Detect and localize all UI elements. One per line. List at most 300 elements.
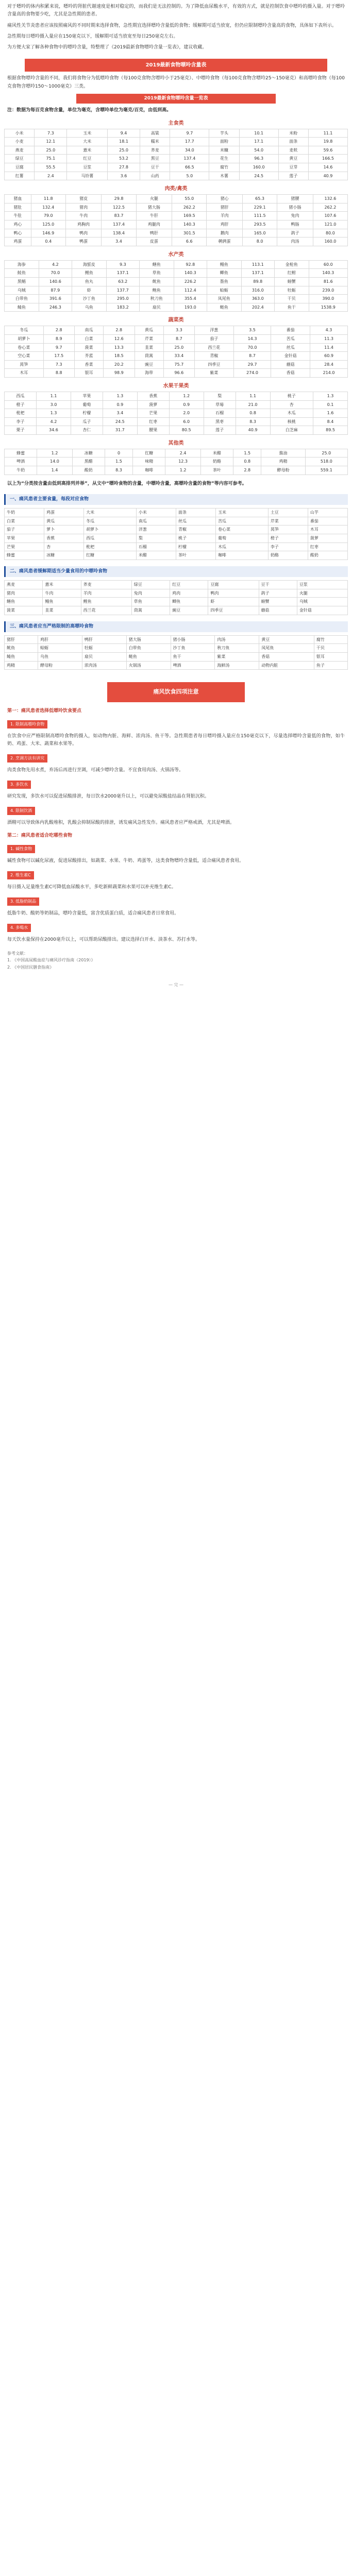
food-item-cell: 鱿鱼 (5, 644, 38, 653)
food-name-cell: 鸡精 (261, 457, 305, 466)
food-name-cell: 鲍鱼 (139, 286, 174, 295)
food-item-cell: 豆腐 (208, 581, 259, 589)
food-item-cell: 乌鱼 (38, 652, 82, 661)
table-row (5, 303, 348, 312)
food-name-cell: 酱油 (261, 449, 305, 457)
purine-value-cell: 7.3 (43, 360, 74, 369)
food-name-cell: 韭菜 (135, 343, 163, 352)
purine-value-cell: 166.5 (308, 155, 347, 163)
food-item-cell: 鳝鱼 (5, 598, 43, 606)
purine-value-cell: 66.5 (170, 163, 209, 172)
food-name-cell: 鲭鱼 (5, 303, 39, 312)
food-name-cell: 凤尾鱼 (207, 295, 241, 303)
purine-value-cell: 1.1 (236, 392, 270, 400)
food-name-cell: 鸡蛋 (5, 238, 31, 246)
food-item-cell: 鲫鱼 (170, 598, 208, 606)
tip-tag: 1. 碱性食物 (7, 845, 35, 853)
food-name-cell: 沙丁鱼 (72, 295, 106, 303)
food-name-cell: 杏仁 (71, 426, 103, 435)
food-name-cell: 枇杷 (5, 409, 37, 418)
purine-value-cell: 19.8 (308, 138, 347, 146)
purine-value-cell: 98.9 (104, 369, 135, 378)
purine-value-cell: 107.6 (313, 212, 347, 221)
purine-value-cell: 59.6 (308, 146, 347, 155)
food-item-cell: 鸡肉 (170, 589, 208, 598)
food-item-cell: 火锅汤 (126, 661, 171, 670)
purine-value-cell: 92.8 (174, 260, 207, 269)
food-item-cell: 香菇 (259, 652, 314, 661)
intro-paragraph: 痛风性关节炎患者应该按照痛风的不同时期来选择食物，急性期宜选择嘌呤含量低的食物；缓解期可适当放宽，但仍应限制嘌呤含量高的食物，具体如下表所示。 (7, 23, 337, 28)
purine-value-cell: 9.3 (106, 260, 139, 269)
table-row (5, 409, 348, 418)
food-name-cell: 茼蒿 (135, 352, 163, 361)
purine-value-cell: 11.1 (308, 129, 347, 138)
food-item-cell: 咖啡 (216, 551, 269, 560)
food-name-cell: 红豆 (67, 155, 108, 163)
purine-value-cell: 31.7 (103, 426, 137, 435)
food-name-cell: 芒果 (137, 409, 169, 418)
purine-value-cell: 14.3 (233, 334, 271, 343)
purine-value-cell: 132.4 (31, 203, 65, 212)
food-name-cell: 牛肝 (136, 212, 172, 221)
purine-value-cell: 89.8 (241, 277, 274, 286)
food-name-cell: 蜂蜜 (5, 449, 37, 457)
purine-value-cell: 11.4 (310, 343, 348, 352)
food-item-cell: 葡萄 (216, 534, 269, 543)
purine-value-cell: 21.0 (236, 400, 270, 409)
purine-value-cell: 28.4 (310, 360, 348, 369)
purine-value-cell: 390.0 (309, 295, 347, 303)
food-item-cell: 冬瓜 (84, 517, 137, 526)
food-name-cell: 猪大肠 (136, 203, 172, 212)
food-item-cell: 豆干 (259, 581, 297, 589)
food-item-cell: 木耳 (308, 526, 347, 534)
food-name-cell: 黑枣 (204, 417, 236, 426)
footer-line: 参考文献： (7, 951, 28, 956)
food-name-cell: 火腿 (136, 195, 172, 204)
table-row (5, 343, 348, 352)
article (0, 3, 352, 988)
purine-value-cell: 2.4 (35, 172, 67, 180)
purine-value-cell: 75.7 (163, 360, 194, 369)
tip-text: 肉类食物先用水煮，弃汤后再进行烹调，可减少嘌呤含量。不宜食用肉汤、火锅汤等。 (7, 767, 184, 773)
purine-value-cell: 165.0 (243, 229, 277, 238)
purine-value-cell: 18.1 (108, 138, 140, 146)
food-item-cell: 桃子 (176, 534, 215, 543)
purine-value-cell: 140.6 (39, 277, 72, 286)
food-name-cell: 牛肚 (5, 212, 31, 221)
end-mark: — 完 — (168, 982, 184, 987)
food-item-cell: 胡萝卜 (84, 526, 137, 534)
tip-tag: 3. 低脂奶制品 (7, 897, 39, 906)
purine-value-cell: 140.3 (172, 221, 207, 229)
fruit-table (4, 392, 348, 435)
food-name-cell: 栗子 (5, 426, 37, 435)
food-name-cell: 青椒 (195, 352, 234, 361)
food-name-cell: 扇贝 (139, 303, 174, 312)
food-item-cell: 鸡肝 (38, 635, 82, 644)
table-row (5, 195, 348, 204)
purine-value-cell: 9.4 (108, 129, 140, 138)
food-name-cell: 鸽子 (277, 229, 313, 238)
food-item-cell: 洋葱 (136, 526, 176, 534)
food-item-cell: 鲭鱼 (5, 652, 38, 661)
purine-value-cell: 8.0 (243, 238, 277, 246)
food-name-cell: 面条 (278, 138, 308, 146)
purine-value-cell: 14.6 (308, 163, 347, 172)
food-item-cell: 黄瓜 (44, 517, 84, 526)
purine-value-cell: 11.3 (310, 334, 348, 343)
food-item-cell: 芒果 (5, 543, 44, 551)
table-row (5, 221, 348, 229)
food-item-cell: 鲤鱼 (81, 598, 131, 606)
purine-value-cell: 63.2 (106, 277, 139, 286)
purine-value-cell: 202.4 (241, 303, 274, 312)
food-item-cell: 动物内脏 (259, 661, 314, 670)
food-name-cell: 冰糖 (72, 449, 105, 457)
food-item-cell: 虾 (208, 598, 259, 606)
tip-text: 每日摄入足量维生素C可降低血尿酸水平，多吃新鲜蔬菜和水果可以补充维生素C。 (7, 884, 176, 890)
food-name-cell: 核桃 (270, 417, 313, 426)
table-row (5, 269, 348, 278)
purine-value-cell: 518.0 (305, 457, 347, 466)
food-name-cell: 鳗鱼 (207, 260, 241, 269)
food-item-cell: 鱼子 (314, 661, 347, 670)
purine-value-cell: 183.2 (106, 303, 139, 312)
food-name-cell: 莴笋 (5, 360, 44, 369)
purine-value-cell: 70.0 (39, 269, 72, 278)
purine-value-cell: 8.4 (313, 417, 348, 426)
food-name-cell: 酸奶 (72, 466, 105, 475)
table-note: 注：数据为每百克食物含量，单位为毫克，含嘌呤单位为毫克/百克，由低到高。 (7, 108, 172, 113)
table-banner: 2019最新食物嘌呤含量一览表 (76, 94, 276, 104)
purine-value-cell: 193.0 (174, 303, 207, 312)
food-name-cell: 鲑鱼 (5, 269, 39, 278)
intro-paragraph: 为方便大家了解各种食物中的嘌呤含量，特整理了《2019最新食物嘌呤含量一览表》，建议收藏。 (7, 45, 207, 50)
purine-value-cell: 274.0 (233, 369, 271, 378)
food-item-cell: 猪小肠 (171, 635, 215, 644)
food-name-cell: 黑豆 (140, 155, 170, 163)
purine-value-cell: 295.0 (106, 295, 139, 303)
food-name-cell: 米粉 (278, 129, 308, 138)
table-row (5, 155, 348, 163)
food-name-cell: 面粉 (209, 138, 239, 146)
purine-value-cell: 8.7 (233, 352, 271, 361)
food-name-cell: 西瓜 (5, 392, 37, 400)
food-item-cell: 啤酒 (171, 661, 215, 670)
food-item-cell: 橙子 (268, 534, 308, 543)
list-row (5, 652, 348, 661)
purine-value-cell: 25.0 (35, 146, 67, 155)
food-item-cell: 牛奶 (5, 509, 44, 517)
food-name-cell: 鸡胸肉 (65, 221, 102, 229)
tip-tag: 2. 维生素C (7, 871, 34, 879)
food-name-cell: 秋刀鱼 (139, 295, 174, 303)
table-row (5, 203, 348, 212)
food-name-cell: 柠檬 (71, 409, 103, 418)
purine-value-cell: 1.5 (233, 449, 261, 457)
food-name-cell: 奶酪 (200, 457, 233, 466)
food-name-cell: 卷心菜 (5, 343, 44, 352)
food-name-cell: 牡蛎 (274, 286, 309, 295)
food-name-cell: 虾 (72, 286, 106, 295)
tip-tag: 3. 多饮水 (7, 781, 31, 789)
food-name-cell: 红枣 (137, 417, 169, 426)
food-name-cell: 味精 (133, 457, 165, 466)
food-name-cell: 洋葱 (195, 326, 234, 335)
table-row (5, 334, 348, 343)
purine-value-cell: 4.2 (37, 417, 71, 426)
purine-value-cell: 89.5 (313, 426, 348, 435)
food-name-cell: 梨 (204, 392, 236, 400)
list-row (5, 606, 348, 615)
table-row (5, 426, 348, 435)
food-item-cell: 面条 (176, 509, 215, 517)
purine-value-cell: 0.8 (236, 409, 270, 418)
food-item-cell: 黄豆 (259, 635, 314, 644)
purine-value-cell: 137.4 (170, 155, 209, 163)
table-row (5, 260, 348, 269)
food-item-cell: 枇杷 (84, 543, 137, 551)
intro-paragraph: 对于嘌呤的体内积累来说，嘌呤的肾脏代谢速度是相对稳定的，而我们是无法控制的。为了降低血尿酸水平，有效的方式，就是控制饮食中嘌呤的摄入量。对于嘌呤含量高的食物要少吃，尤其是急性期的患者。 (7, 4, 345, 18)
food-name-cell: 鸡心 (5, 221, 31, 229)
food-name-cell: 香菇 (271, 369, 310, 378)
food-name-cell: 苦瓜 (271, 334, 310, 343)
purine-value-cell: 355.4 (174, 295, 207, 303)
purine-value-cell: 14.0 (37, 457, 72, 466)
food-item-cell: 草鱼 (131, 598, 170, 606)
purine-value-cell: 0.9 (169, 400, 204, 409)
food-name-cell: 螃蟹 (274, 277, 309, 286)
purine-value-cell: 25.0 (305, 449, 347, 457)
food-item-cell: 大米 (84, 509, 137, 517)
food-name-cell: 猪血 (5, 195, 31, 204)
food-name-cell: 金针菇 (271, 352, 310, 361)
part1-title: 第一：痛风患者选择低嘌呤饮食要点 (7, 708, 82, 714)
purine-value-cell: 8.8 (43, 369, 74, 378)
food-item-cell: 山芋 (308, 509, 347, 517)
table-row (5, 369, 348, 378)
food-item-cell: 白带鱼 (126, 644, 171, 653)
purine-value-cell: 363.0 (241, 295, 274, 303)
food-item-cell: 菠萝 (308, 534, 347, 543)
food-item-cell: 白菜 (5, 517, 44, 526)
purine-value-cell: 60.0 (309, 260, 347, 269)
food-item-cell: 丝瓜 (176, 517, 215, 526)
purine-value-cell: 316.0 (241, 286, 274, 295)
food-name-cell: 高粱 (140, 129, 170, 138)
purine-value-cell: 1.3 (103, 392, 137, 400)
food-name-cell: 小米 (5, 129, 35, 138)
list-row (5, 589, 348, 598)
food-name-cell: 猪心 (207, 195, 243, 204)
list-row (5, 635, 348, 644)
food-item-cell: 干贝 (314, 644, 347, 653)
purine-value-cell: 140.3 (309, 269, 347, 278)
section-banner: 2019最新食物嘌呤含量表 (25, 59, 327, 72)
food-name-cell: 鲢鱼 (207, 303, 241, 312)
food-name-cell: 牛肉 (65, 212, 102, 221)
food-item-cell: 肉汤 (215, 635, 259, 644)
food-name-cell: 蛤蛎 (207, 286, 241, 295)
tip-tag: 2. 烹调方法有讲究 (7, 754, 47, 762)
food-name-cell: 酵母粉 (261, 466, 305, 475)
purine-value-cell: 29.8 (102, 195, 136, 204)
purine-value-cell: 391.6 (39, 295, 72, 303)
purine-value-cell: 27.8 (108, 163, 140, 172)
table-row (5, 163, 348, 172)
food-item-cell: 猪肝 (5, 635, 38, 644)
table-row (5, 212, 348, 221)
food-name-cell: 芹菜 (135, 334, 163, 343)
food-name-cell: 鸭蛋 (65, 238, 102, 246)
footer-references (7, 950, 345, 971)
food-name-cell: 豆干 (140, 163, 170, 172)
food-item-cell: 卷心菜 (216, 526, 269, 534)
food-name-cell: 白菜 (75, 334, 104, 343)
food-name-cell: 牛奶 (5, 466, 37, 475)
purine-value-cell: 121.0 (313, 221, 347, 229)
tip-text: 酒精可以导致体内乳酸堆积，乳酸会抑制尿酸的排泄，诱发痛风急性发作。痛风患者应严格戒酒，尤其是啤酒。 (7, 820, 235, 825)
food-item-cell: 紫菜 (215, 652, 259, 661)
purine-value-cell: 137.4 (102, 221, 136, 229)
purine-value-cell: 3.5 (233, 326, 271, 335)
food-name-cell: 草莓 (204, 400, 236, 409)
purine-value-cell: 132.6 (313, 195, 347, 204)
purine-value-cell: 1.3 (313, 392, 348, 400)
food-name-cell: 啤酒 (5, 457, 37, 466)
low-purine-list (4, 508, 348, 560)
purine-value-cell: 293.5 (243, 221, 277, 229)
food-item-cell: 火腿 (297, 589, 347, 598)
purine-value-cell: 54.0 (239, 146, 278, 155)
food-item-cell: 石榴 (136, 543, 176, 551)
purine-value-cell: 81.6 (309, 277, 347, 286)
food-name-cell: 猪腰 (277, 195, 313, 204)
food-item-cell: 鸡精 (5, 661, 38, 670)
food-name-cell: 玉米 (67, 129, 108, 138)
purine-value-cell: 83.7 (102, 212, 136, 221)
food-name-cell: 银耳 (75, 369, 104, 378)
food-item-cell: 莴笋 (268, 526, 308, 534)
purine-value-cell: 8.3 (105, 466, 132, 475)
purine-value-cell: 40.9 (308, 172, 347, 180)
table-row (5, 277, 348, 286)
purine-value-cell: 60.9 (310, 352, 348, 361)
food-name-cell: 墨鱼 (207, 277, 241, 286)
food-name-cell: 大米 (67, 138, 108, 146)
food-item-cell: 玉米 (216, 509, 269, 517)
purine-value-cell: 34.6 (37, 426, 71, 435)
purine-value-cell: 0 (105, 449, 132, 457)
meat-table (4, 194, 348, 246)
food-name-cell: 猪肚 (5, 203, 31, 212)
purine-value-cell: 8.7 (163, 334, 194, 343)
table-row (5, 466, 348, 475)
purine-value-cell: 13.3 (104, 343, 135, 352)
purine-value-cell: 239.0 (309, 286, 347, 295)
food-name-cell: 木瓜 (270, 409, 313, 418)
food-name-cell: 鹌鹑蛋 (207, 238, 243, 246)
table-row (5, 129, 348, 138)
food-name-cell: 杏 (270, 400, 313, 409)
purine-value-cell: 12.1 (35, 138, 67, 146)
tip-tag: 4. 多喝水 (7, 924, 31, 932)
food-name-cell: 香蕉 (137, 392, 169, 400)
tip-text: 在饮食中应严格限制高嘌呤食物的摄入，如动物内脏、海鲜、浓肉汤、鱼干等。急性期患者每日嘌呤摄入量应在150毫克以下，尽量选择嘌呤含量低的食物，如牛奶、鸡蛋、大米、蔬菜和水果等。 (7, 733, 345, 747)
purine-value-cell: 0.9 (103, 400, 137, 409)
food-name-cell: 茶叶 (200, 466, 233, 475)
food-name-cell: 空心菜 (5, 352, 44, 361)
food-name-cell: 芥蓝 (75, 352, 104, 361)
food-item-cell: 红糖 (84, 551, 137, 560)
purine-value-cell: 113.1 (241, 260, 274, 269)
section-low-purine-title: 一、痛风患者主要食量，每段对应食物 (4, 494, 348, 505)
purine-value-cell: 125.0 (31, 221, 65, 229)
food-name-cell: 李子 (5, 417, 37, 426)
food-name-cell: 乌鱼 (72, 303, 106, 312)
purine-value-cell: 25.0 (108, 146, 140, 155)
seafood-table (4, 260, 348, 312)
food-name-cell: 鳝鱼 (139, 260, 174, 269)
food-item-cell: 青椒 (176, 526, 215, 534)
food-name-cell: 花生 (209, 155, 239, 163)
food-name-cell: 木耳 (5, 369, 44, 378)
purine-value-cell: 1.6 (313, 409, 348, 418)
food-item-cell: 金针菇 (297, 606, 347, 615)
purine-value-cell: 70.0 (233, 343, 271, 352)
part2-title: 第二：痛风患者适合吃哪些食物 (7, 833, 73, 839)
purine-value-cell: 1.2 (165, 466, 200, 475)
category-title-grain: 主食类 (168, 120, 184, 126)
purine-value-cell: 53.2 (108, 155, 140, 163)
food-name-cell: 干贝 (274, 295, 309, 303)
purine-value-cell: 246.3 (39, 303, 72, 312)
table-row (5, 457, 348, 466)
purine-value-cell: 80.0 (313, 229, 347, 238)
food-item-cell: 鸡蛋 (44, 509, 84, 517)
food-item-cell: 燕麦 (5, 581, 43, 589)
purine-value-cell: 17.1 (239, 138, 278, 146)
tip-text: 低脂牛奶、酸奶等奶制品，嘌呤含量低，富含优质蛋白质，适合痛风患者日常食用。 (7, 910, 179, 916)
food-name-cell: 豌豆 (135, 360, 163, 369)
food-item-cell: 番茄 (308, 517, 347, 526)
food-name-cell: 豆腐 (5, 163, 35, 172)
purine-value-cell: 40.9 (236, 426, 270, 435)
food-name-cell: 山药 (140, 172, 170, 180)
purine-value-cell: 33.4 (163, 352, 194, 361)
purine-value-cell: 169.5 (172, 212, 207, 221)
food-item-cell: 蘑菇 (259, 606, 297, 615)
food-item-cell: 羊肉 (81, 589, 131, 598)
footer-line: 2. 《中国居民膳食指南》 (7, 965, 54, 970)
food-item-cell: 浓肉汤 (82, 661, 126, 670)
purine-value-cell: 65.3 (243, 195, 277, 204)
food-name-cell: 鸭肝 (136, 229, 172, 238)
food-name-cell: 黄瓜 (135, 326, 163, 335)
food-item-cell: 猪肉 (5, 589, 43, 598)
food-name-cell: 菠菜 (75, 343, 104, 352)
category-title-veg: 蔬菜类 (168, 317, 184, 324)
purine-value-cell: 1.2 (169, 392, 204, 400)
purine-value-cell: 138.4 (102, 229, 136, 238)
food-name-cell: 糯米 (140, 138, 170, 146)
food-name-cell: 金枪鱼 (274, 260, 309, 269)
summary-text: 以上为“分类按含量由低到高排列并举”，从文中“嘌呤食物的含量，中嘌呤含量，高嘌呤含量的食物”等内容可参考。 (7, 481, 247, 486)
footer-line: 1. 《中国高尿酸血症与痛风诊疗指南（2019）》 (7, 958, 95, 963)
grain-table (4, 129, 348, 181)
food-name-cell: 豆芽 (278, 163, 308, 172)
